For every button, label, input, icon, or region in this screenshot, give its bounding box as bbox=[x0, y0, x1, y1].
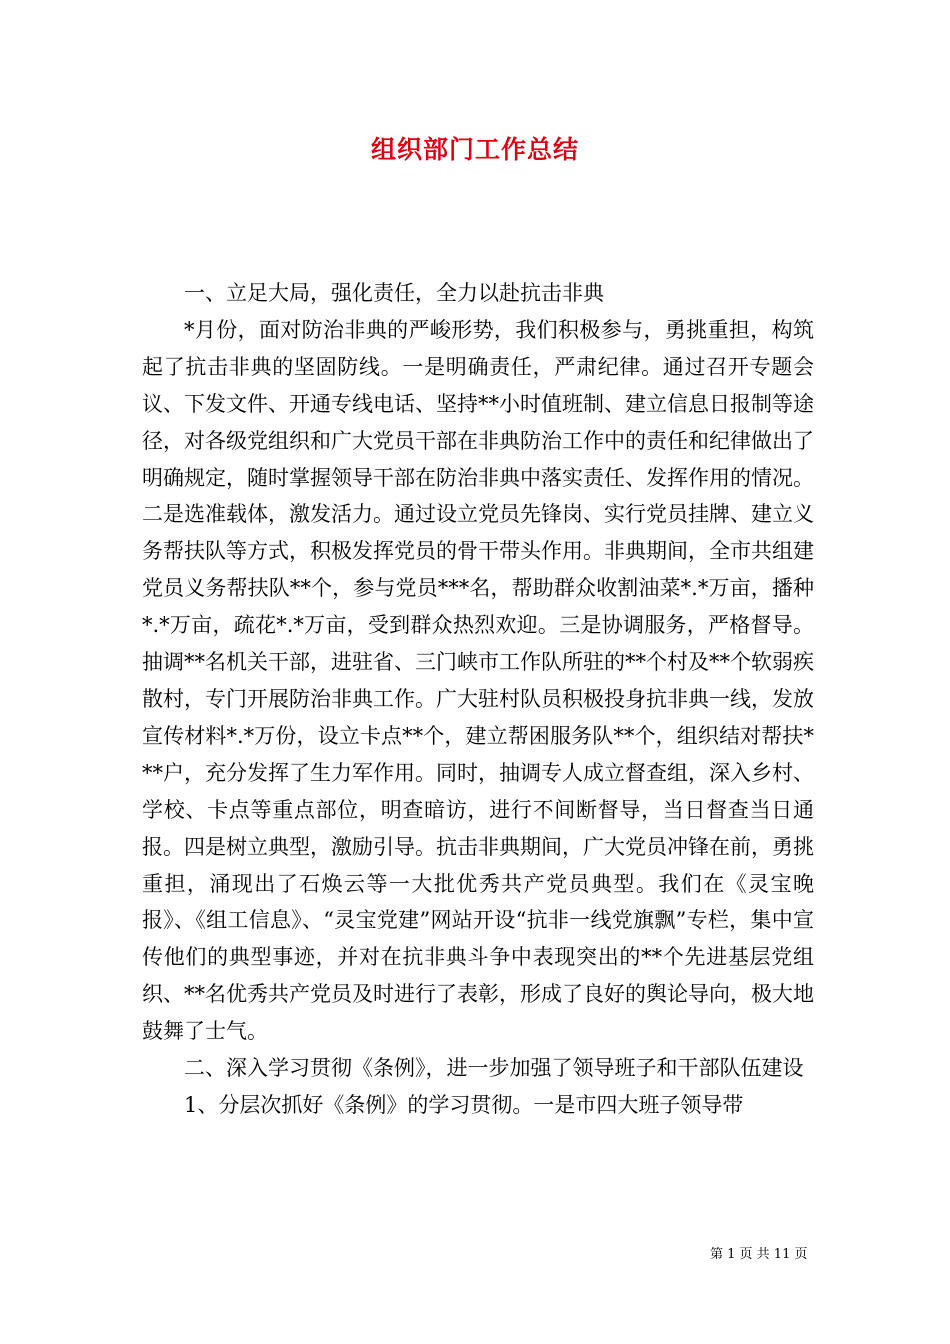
body-paragraph: *月份，面对防治非典的严峻形势，我们积极参与，勇挑重担，构筑起了抗击非典的坚固防线。一是明确责任，严肃纪律。通过召开专题会议、下发文件、开通专线电话、坚持**小时值班制、建立信息日报制等途径，对各级党组织和广大党员干部在非典防治工作中的责任和纪律做出了明确规定，随时掌握领导干部在防治非典中落实责任、发挥作用的情况。二是选准载体，激发活力。通过设立党员先锋岗、实行党员挂牌、建立义务帮扶队等方式，积极发挥党员的骨干带头作用。非典期间，全市共组建党员义务帮扶队**个，参与党员***名，帮助群众收割油菜*.*万亩，播种*.*万亩，疏花*.*万亩，受到群众热烈欢迎。三是协调服务，严格督导。抽调**名机关干部，进驻省、三门峡市工作队所驻的**个村及**个软弱疾散村，专门开展防治非典工作。广大驻村队员积极投身抗非典一线，发放宣传材料*.*万份，设立卡点**个，建立帮困服务队**个，组织结对帮扶***户，充分发挥了生力军作用。同时，抽调专人成立督查组，深入乡村、学校、卡点等重点部位，明查暗访，进行不间断督导，当日督查当日通报。四是树立典型，激励引导。抗击非典期间，广大党员冲锋在前，勇挑重担，涌现出了石焕云等一大批优秀共产党员典型。我们在《灵宝晚报》、《组工信息》、“灵宝党建”网站开设“抗非一线党旗飘”专栏，集中宣传他们的典型事迹，并对在抗非典斗争中表现突出的**个先进基层党组织、**名优秀共产党员及时进行了表彰，形成了良好的舆论导向，极大地鼓舞了士气。 bbox=[142, 317, 814, 1044]
body-paragraph: 1、分层次抓好《条例》的学习贯彻。一是市四大班子领导带 bbox=[184, 1092, 744, 1117]
document-body bbox=[142, 275, 814, 1124]
page-number-footer: 第 1 页 共 11 页 bbox=[710, 1247, 808, 1262]
section-heading-2: 二、深入学习贯彻《条例》，进一步加强了领导班子和干部队伍建设 bbox=[184, 1056, 804, 1081]
section-heading-1: 一、立足大局，强化责任，全力以赴抗击非典 bbox=[184, 281, 604, 305]
document-title: 组织部门工作总结 bbox=[370, 135, 579, 164]
